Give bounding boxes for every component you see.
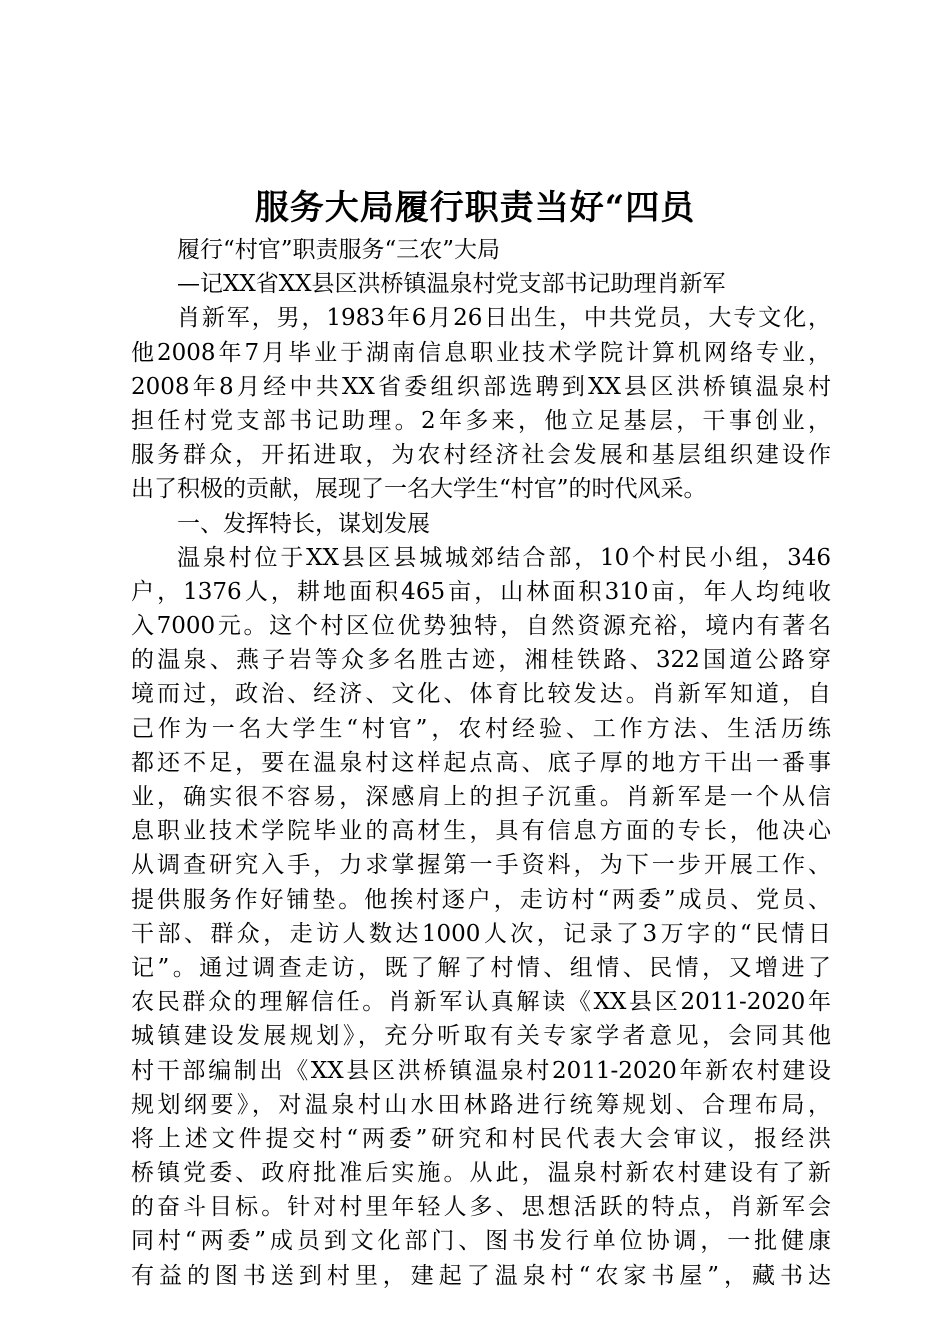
text-line: 同村“两委”成员到文化部门、图书发行单位协调，一批健康 (131, 1228, 831, 1255)
text-line: 肖新军，男，1983年6月26日出生，中共党员，大专文化， (177, 305, 831, 332)
text-line: 将上述文件提交村“两委”研究和村民代表大会审议，报经洪 (131, 1125, 831, 1152)
text-line: 有益的图书送到村里，建起了温泉村“农家书屋”，藏书达 (131, 1262, 831, 1289)
text-line: 都还不足，要在温泉村这样起点高、底子厚的地方干出一番事 (131, 749, 831, 776)
text-line: 出了积极的贡献，展现了一名大学生“村官”的时代风采。 (131, 476, 707, 503)
text-line: 户，1376人，耕地面积465亩，山林面积310亩，年人均纯收 (131, 578, 831, 605)
text-line: 息职业技术学院毕业的高材生，具有信息方面的专长，他决心 (131, 818, 831, 845)
text-line: 业，确实很不容易，深感肩上的担子沉重。肖新军是一个从信 (131, 784, 831, 810)
text-line: 他2008年7月毕业于湖南信息职业技术学院计算机网络专业， (131, 339, 831, 366)
text-line: 规划纲要》，对温泉村山水田林路进行统筹规划、合理布局， (131, 1091, 831, 1118)
text-line: 温泉村位于XX县区县城城郊结合部，10个村民小组，346 (177, 544, 831, 571)
text-line: 干部、群众，走访人数达1000人次，记录了3万字的“民情日 (131, 920, 831, 947)
document-title: 服务大局履行职责当好“四员 (254, 188, 696, 228)
text-line: 履行“村官”职责服务“三农”大局 (177, 237, 501, 263)
text-line: 农民群众的理解信任。肖新军认真解读《XX县区2011-2020年 (131, 989, 831, 1016)
text-line: 桥镇党委、政府批准后实施。从此，温泉村新农村建设有了新 (131, 1160, 831, 1187)
text-line: 2008年8月经中共XX省委组织部选聘到XX县区洪桥镇温泉村 (131, 373, 831, 400)
text-line: 入7000元。这个村区位优势独特，自然资源充裕，境内有著名 (131, 613, 831, 640)
text-line: 从调查研究入手，力求掌握第一手资料，为下一步开展工作、 (131, 852, 831, 879)
text-line: —记XX省XX县区洪桥镇温泉村党支部书记助理肖新军 (177, 271, 726, 298)
text-line: 服务群众，开拓进取，为农村经济社会发展和基层组织建设作 (131, 442, 831, 469)
text-line: 的奋斗目标。针对村里年轻人多、思想活跃的特点，肖新军会 (131, 1194, 831, 1221)
text-line: 提供服务作好铺垫。他挨村逐户，走访村“两委”成员、党员、 (131, 886, 831, 913)
text-line: 村干部编制出《XX县区洪桥镇温泉村2011-2020年新农村建设 (131, 1057, 831, 1084)
text-line: 一、发挥特长，谋划发展 (177, 510, 430, 537)
text-line: 城镇建设发展规划》，充分听取有关专家学者意见，会同其他 (131, 1023, 831, 1050)
text-line: 担任村党支部书记助理。2年多来，他立足基层，干事创业， (131, 407, 831, 434)
text-line: 记”。通过调查走访，既了解了村情、组情、民情，又增进了 (131, 954, 831, 981)
text-line: 的温泉、燕子岩等众多名胜古迹，湘桂铁路、322国道公路穿 (131, 647, 831, 674)
document-body (131, 233, 831, 1293)
text-line: 己作为一名大学生“村官”，农村经验、工作方法、生活历练 (131, 715, 831, 742)
text-line: 境而过，政治、经济、文化、体育比较发达。肖新军知道，自 (131, 681, 831, 708)
